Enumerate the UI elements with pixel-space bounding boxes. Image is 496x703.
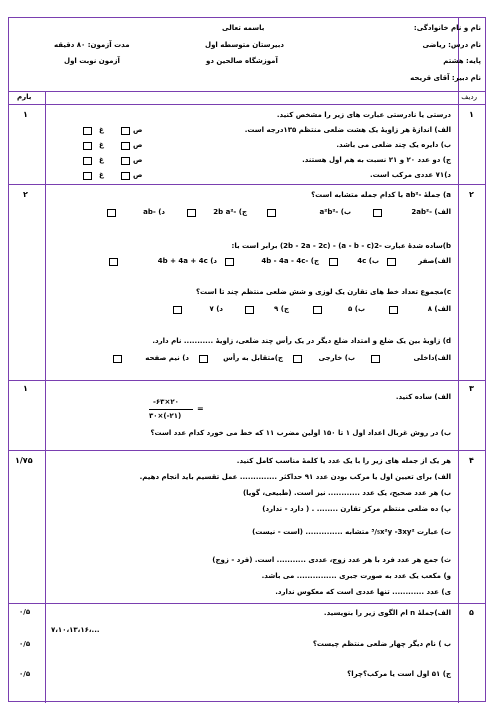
sequence: ۷،۱۰،۱۳،۱۶،... <box>51 626 100 634</box>
q4-item-e: ث) جمع هر عدد فرد با هر عدد زوج، عددی ........... است. (فرد - زوج) <box>212 556 451 564</box>
option-checkbox[interactable] <box>187 209 196 217</box>
q1-divider <box>9 184 485 185</box>
q4-intro: هر یک از جمله های زیر را با یک عدد یا کلمهٔ مناسب کامل کنید. <box>236 457 451 465</box>
q1-item-c: ج) دو عدد ۲۰ و ۲۱ نسبت به هم اول هستند. <box>302 156 451 164</box>
option-checkbox[interactable] <box>199 355 208 363</box>
score-column-header: بارم <box>17 93 32 101</box>
false-label: غ <box>99 156 104 164</box>
q2b-option-4: د) 4b + 4a + 4c <box>157 257 217 265</box>
false-label: غ <box>99 126 104 134</box>
fraction-bar <box>149 409 193 410</box>
q2d-option-1: الف)داخلی <box>413 354 451 362</box>
school-name: آموزشگاه صالحین دو <box>206 57 278 65</box>
false-label: غ <box>99 171 104 179</box>
option-checkbox[interactable] <box>107 209 116 217</box>
q5c-question: ج) ۵۱ اول است یا مرکب؟چرا؟ <box>347 670 451 678</box>
row-column-divider <box>458 18 459 703</box>
q2c-option-1: الف) ۸ <box>427 305 451 313</box>
option-checkbox[interactable] <box>387 258 396 266</box>
option-checkbox[interactable] <box>373 209 382 217</box>
q1-number: ۱ <box>469 110 474 119</box>
subject-label: نام درس: ریاضی <box>422 41 481 49</box>
q2a-option-4: د) -ab <box>143 208 165 216</box>
true-checkbox[interactable] <box>121 157 130 165</box>
q1-item-b: ب) دایره یک چند ضلعی می باشد. <box>336 141 451 149</box>
q3-divider <box>9 450 485 451</box>
q4-item-f: و) مکعب یک عدد به صورت جبری ............... می باشد. <box>261 572 451 580</box>
equals-sign: = <box>197 404 204 413</box>
q5a-score: ۰/۵ <box>19 608 31 616</box>
q5c-score: ۰/۵ <box>19 670 31 678</box>
exam-round: آزمون نوبت اول <box>64 57 120 65</box>
score-column-divider <box>45 91 46 703</box>
option-checkbox[interactable] <box>225 258 234 266</box>
duration-label: مدت آزمون: ۸۰ دقیقه <box>54 41 130 49</box>
true-label: ص <box>133 156 143 164</box>
q4-divider <box>9 603 485 604</box>
q2c-question: c)مجموع تعداد خط های تقارن یک لوزی و شش ضلعی منتظم چند تا است؟ <box>196 288 451 296</box>
q2b-option-1: الف)صفر <box>418 257 451 265</box>
student-name-label: نام و نام خانوادگی: <box>413 24 481 32</box>
q2b-option-3: ج) -4b - 4a - 4c <box>261 257 319 265</box>
true-checkbox[interactable] <box>121 172 130 180</box>
false-label: غ <box>99 141 104 149</box>
row-column-header: ردیف <box>461 93 477 101</box>
exam-title: باسمه تعالی <box>222 24 265 32</box>
fraction-denominator: ۳۰×(-۲۱) <box>149 412 182 420</box>
option-checkbox[interactable] <box>245 306 254 314</box>
option-checkbox[interactable] <box>267 209 276 217</box>
q1-item-d: د)۷۱ عددی مرکب است. <box>369 171 451 179</box>
column-header-divider <box>9 104 485 105</box>
q2-number: ۲ <box>469 190 474 199</box>
teacher-label: نام دبیر: آقای قریحه <box>410 74 481 82</box>
q3-score: ۱ <box>23 384 28 393</box>
q2a-question: a) جملهٔ -ab² با کدام جمله متشابه است؟ <box>311 191 451 199</box>
true-checkbox[interactable] <box>121 127 130 135</box>
q4-item-c: پ) ده ضلعی منتظم مرکز تقارن ........ . ( دارد - ندارد) <box>262 505 451 513</box>
q2a-option-1: الف) -2ab² <box>411 208 451 216</box>
option-checkbox[interactable] <box>389 306 398 314</box>
option-checkbox[interactable] <box>371 355 380 363</box>
q5b-score: ۰/۵ <box>19 640 31 648</box>
option-checkbox[interactable] <box>293 355 302 363</box>
true-label: ص <box>133 141 143 149</box>
option-checkbox[interactable] <box>173 306 182 314</box>
q5a-question: الف)جملهٔ n ام الگوی زیر را بنویسید. <box>323 609 451 617</box>
grade-label: پایه: هشتم <box>443 57 481 65</box>
q1-score: ۱ <box>23 110 28 119</box>
false-checkbox[interactable] <box>83 157 92 165</box>
q3a-question: الف) ساده کنید. <box>395 393 451 401</box>
header-divider <box>9 91 485 92</box>
q4-number: ۴ <box>469 456 474 465</box>
false-checkbox[interactable] <box>83 142 92 150</box>
q4-item-b: ب) هر عدد صحیح، یک عدد ............ نیز است. (طبیعی، گویا) <box>242 489 451 497</box>
option-checkbox[interactable] <box>313 306 322 314</box>
q2c-option-2: ب) ۵ <box>348 305 365 313</box>
true-label: ص <box>133 171 143 179</box>
false-checkbox[interactable] <box>83 127 92 135</box>
q4-item-a: الف) برای تعیین اول یا مرکب بودن عدد ۹۱ حداکثر .............. عمل تقسیم باید انجام دهیم. <box>139 473 451 481</box>
q2-score: ۲ <box>23 190 28 199</box>
option-checkbox[interactable] <box>113 355 122 363</box>
q1-intro: درستی یا نادرستی عبارت های زیر را مشخص کنید. <box>276 111 451 119</box>
q3b-question: ب) در روش غربال اعداد اول ۱ تا ۱۵۰ اولین مضرب ۱۱ که خط می خورد کدام عدد است؟ <box>150 429 451 437</box>
q2a-option-3: ج) -2b a² <box>213 208 247 216</box>
q5-number: ۵ <box>469 608 474 617</box>
option-checkbox[interactable] <box>329 258 338 266</box>
q2c-option-3: ج) ۹ <box>274 305 289 313</box>
q2d-option-4: د) نیم صفحه <box>145 354 189 362</box>
q5b-question: ب ) نام دیگر چهار ضلعی منتظم چیست؟ <box>312 640 451 648</box>
q2d-option-2: ب) خارجی <box>318 354 355 362</box>
q1-item-a: الف) اندازهٔ هر زاویهٔ یک هشت ضلعی منتظم ۱۳۵درجه است. <box>244 126 451 134</box>
true-checkbox[interactable] <box>121 142 130 150</box>
option-checkbox[interactable] <box>109 258 118 266</box>
fraction-numerator: -۶۳×۲۰ <box>153 398 179 406</box>
q4-item-d: ت) عبارت ³/₅x²y -3xy² متشابه .............. (است - نیست) <box>252 528 451 536</box>
true-label: ص <box>133 126 143 134</box>
q2-divider <box>9 380 485 381</box>
q2a-option-2: ب) -a²b² <box>319 208 351 216</box>
school-type: دبیرستان متوسطه اول <box>205 41 285 49</box>
q3-number: ۳ <box>469 384 474 393</box>
exam-sheet <box>8 17 486 702</box>
q2d-question: d) زاویهٔ بین یک ضلع و امتداد ضلع دیگر در یک رأس چند ضلعی، زاویهٔ ........... نام دارد. <box>152 337 451 345</box>
q2c-option-4: د) ۷ <box>209 305 223 313</box>
q2b-question: b)ساده شدهٔ عبارت -2(a - b - c) - (2b - 2a - 2c) برابر است با: <box>231 242 451 250</box>
q4-item-g: ی) عدد ............ تنها عددی است که معکوس ندارد. <box>275 588 451 596</box>
q2d-option-3: ج)متقابل به رأس <box>223 354 283 362</box>
q2b-option-2: ب) 4c <box>357 257 379 265</box>
q4-score: ۱/۷۵ <box>15 456 33 465</box>
false-checkbox[interactable] <box>83 172 92 180</box>
